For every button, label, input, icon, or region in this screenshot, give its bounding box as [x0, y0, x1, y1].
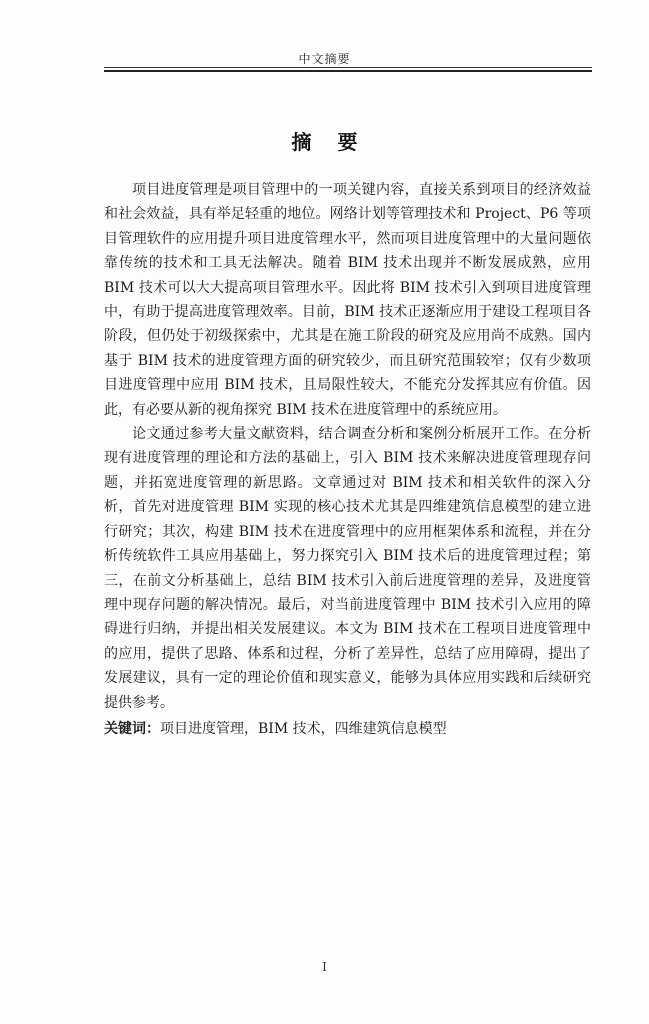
header-rule-thin	[104, 67, 592, 68]
abstract-title: 摘要	[291, 130, 384, 154]
keywords-line	[104, 718, 591, 740]
abstract-paragraph-1: 项目进度管理是项目管理中的一项关键内容，直接关系到项目的经济效益和社会效益，具有举足轻重的地位。网络计划等管理技术和 Project、P6 等项目管理软件的应用提升项目进度管理水平，然而项目进度管理中的大量问题依靠传统的技术和工具无法解决。随着 BIM 技术出现并不断发展成熟，应用 BIM 技术可以大大提高项目管理水平。因此将 BIM 技术引入到项目进度管理中，有助于提高进度管理效率。目前，BIM 技术正逐渐应用于建设工程项目各阶段，但仍处于初级探索中，尤其是在施工阶段的研究及应用尚不成熟。国内基于 BIM 技术的进度管理方面的研究较少，而且研究范围较窄；仅有少数项目进度管理中应用 BIM 技术，且局限性较大，不能充分发挥其应有价值。因此，有必要从新的视角探究 BIM 技术在进度管理中的系统应用。	[104, 182, 591, 418]
keywords-text: 项目进度管理，BIM 技术，四维建筑信息模型	[160, 721, 447, 737]
page-number: I	[322, 960, 327, 974]
keywords-label: 关键词：	[104, 721, 160, 737]
running-header: 中文摘要	[298, 52, 351, 66]
header-rule-thick	[104, 70, 592, 72]
abstract-paragraph-2: 论文通过参考大量文献资料，结合调查分析和案例分析展开工作。在分析现有进度管理的理论和方法的基础上，引入 BIM 技术来解决进度管理现存问题，并拓宽进度管理的新思路。文章通过对 BIM 技术和相关软件的深入分析，首先对进度管理 BIM 实现的核心技术尤其是四维建筑信息模型的建立进行研究；其次，构建 BIM 技术在进度管理中的应用框架体系和流程，并在分析传统软件工具应用基础上，努力探究引入 BIM 技术后的进度管理过程；第三，在前文分析基础上，总结 BIM 技术引入前后进度管理的差异，及进度管理中现存问题的解决情况。最后，对当前进度管理中 BIM 技术引入应用的障碍进行归纳，并提出相关发展建议。本文为 BIM 技术在工程项目进度管理中的应用，提供了思路、体系和过程，分析了差异性，总结了应用障碍，提出了发展建议，具有一定的理论价值和现实意义，能够为具体应用实践和后续研究提供参考。	[104, 426, 591, 711]
abstract-body	[104, 178, 591, 715]
